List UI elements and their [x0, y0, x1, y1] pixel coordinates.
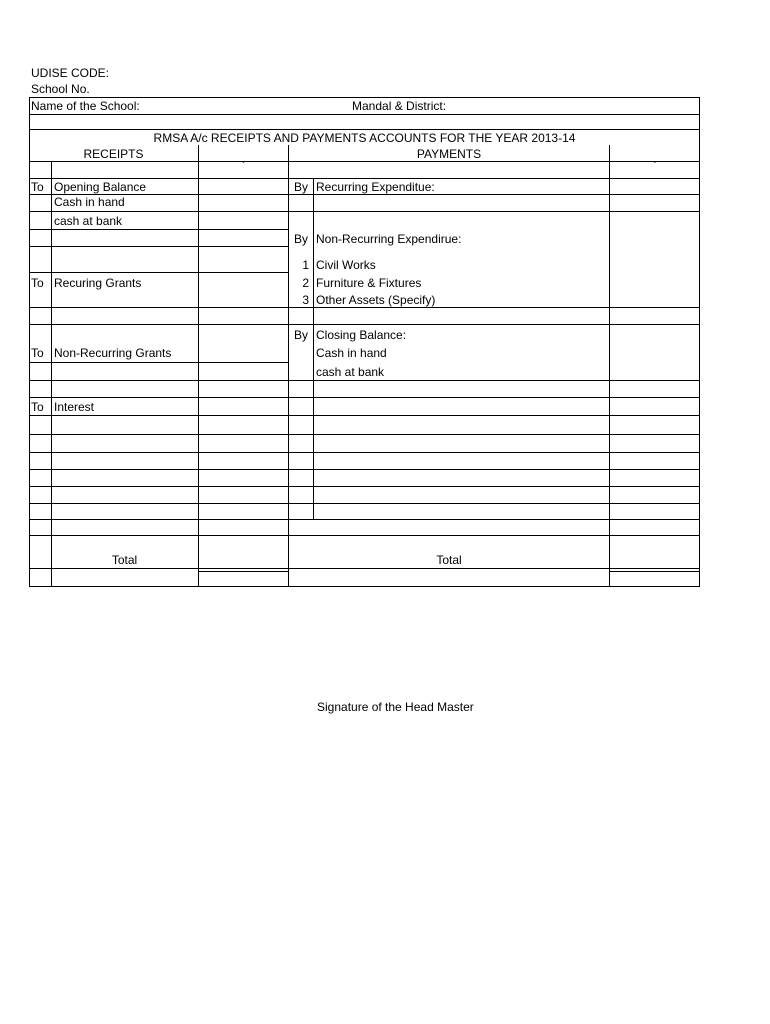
receipt-label: cash at bank: [54, 214, 123, 228]
receipt-prefix: To: [31, 276, 44, 290]
receipts-amount-mark: `: [241, 159, 245, 173]
payment-prefix: 3: [302, 293, 309, 307]
payment-prefix: 2: [302, 276, 309, 290]
payment-label: Cash in hand: [316, 346, 387, 360]
payment-label: Furniture & Fixtures: [316, 276, 422, 290]
receipt-label: Interest: [54, 400, 95, 414]
form-title: RMSA A/c RECEIPTS AND PAYMENTS ACCOUNTS FOR THE YEAR 2013-14: [153, 131, 576, 145]
payment-label: cash at bank: [316, 365, 385, 379]
payment-label: Non-Recurring Expendirue:: [316, 232, 462, 246]
payments-amount-mark: `: [652, 159, 657, 173]
payment-label: Recurring Expenditue:: [316, 180, 435, 194]
receipt-prefix: To: [31, 180, 44, 194]
receipt-prefix: To: [31, 346, 44, 360]
payment-prefix: 1: [302, 258, 309, 272]
receipt-label: Recuring Grants: [54, 276, 142, 290]
receipt-label: Cash in hand: [54, 195, 125, 209]
payments-total-label: Total: [436, 553, 462, 567]
receipt-label: Non-Recurring Grants: [54, 346, 172, 360]
mandal-district-label: Mandal & District:: [352, 99, 447, 113]
receipts-heading: RECEIPTS: [83, 147, 144, 161]
receipts-total-label: Total: [111, 553, 138, 567]
receipts-payments-table: [29, 97, 700, 587]
school-no-label: School No.: [31, 82, 90, 96]
signature-label: Signature of the Head Master: [317, 700, 474, 714]
receipt-prefix: To: [31, 400, 44, 414]
payment-prefix: By: [293, 328, 308, 342]
udise-code-label: UDISE CODE:: [31, 66, 110, 80]
receipt-label: Opening Balance: [54, 180, 147, 194]
school-name-label: Name of the School:: [31, 99, 140, 113]
payment-prefix: By: [293, 180, 308, 194]
payment-label: Closing Balance:: [316, 328, 407, 342]
payment-prefix: By: [293, 232, 308, 246]
payments-heading: PAYMENTS: [416, 147, 482, 161]
payment-label: Other Assets (Specify): [316, 293, 436, 307]
payment-label: Civil Works: [316, 258, 376, 272]
